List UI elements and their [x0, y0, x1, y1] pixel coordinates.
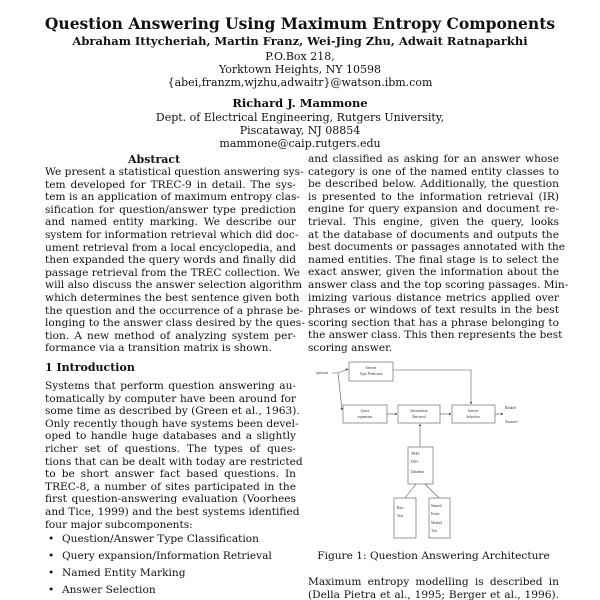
- label: Ranked: [505, 406, 516, 410]
- text-line: formance via a transition matrix is shown.: [45, 342, 272, 355]
- text-line: then expanded the query words and finally did: [45, 254, 296, 267]
- post-figure-body: [308, 576, 559, 600]
- bullet-item: • Query expansion/Information Retrieval: [62, 550, 272, 562]
- text-line: tomatically by computer have been around for: [45, 392, 296, 405]
- label: Named: [431, 504, 442, 508]
- text-line: phrases or windows of text results in the best: [308, 304, 559, 317]
- text-line: four major subcomponents:: [45, 518, 193, 531]
- text-line: which determines the best sentence given both: [45, 291, 300, 304]
- label: Selection: [466, 415, 480, 419]
- label: Marked: [431, 521, 443, 525]
- text-line: and named entity marking. We describe our: [45, 216, 296, 229]
- label: Query: [360, 409, 370, 413]
- intro-heading: 1 Introduction: [45, 361, 135, 374]
- label: Retrieval: [412, 415, 426, 419]
- text-line: category is one of the named entity classes to: [308, 165, 559, 178]
- affiliation-email: mammone@caip.rutgers.edu: [219, 137, 381, 150]
- label: Answer: [365, 366, 377, 370]
- text-line: Only recently though have systems been devel-: [45, 417, 299, 430]
- text-line: the question and the occurrence of a phrase be-: [45, 304, 304, 317]
- text-line: is presented to the information retrieval (IR): [308, 190, 559, 203]
- text-line: (Della Pietra et al., 1995; Berger et al., 1996).: [308, 588, 559, 600]
- text-line: first question-answering evaluation (Voorhees: [45, 493, 296, 506]
- text-line: and Tice, 1999) and the best systems identified: [45, 505, 300, 518]
- author2: Richard J. Mammone: [232, 96, 368, 110]
- text-line: to be short answer fact based questions. In: [45, 468, 296, 481]
- label: Information: [410, 409, 428, 413]
- text-line: Systems that perform question answering au-: [45, 380, 296, 392]
- label: Answers: [505, 420, 518, 424]
- query-expansion-box: [343, 405, 387, 423]
- text-line: richer set of questions. The types of ques-: [45, 442, 296, 455]
- affiliation-email: {abei,franzm,wjzhu,adwaitr}@watson.ibm.com: [167, 76, 433, 89]
- text-line: will also discuss the answer selection algorithm: [45, 279, 303, 292]
- text-line: exact answer, given the information about the: [308, 266, 559, 279]
- text-line: the answer class. This then represents the best: [308, 329, 563, 342]
- text-line: be described below. Additionally, the question: [308, 178, 559, 191]
- arrow: [338, 373, 342, 410]
- text-line: tion. A new method of analyzing system per-: [45, 329, 296, 342]
- text-line: system for information retrieval which did doc-: [45, 228, 299, 241]
- text-line: Maximum entropy modelling is described in: [308, 576, 559, 588]
- authors: Abraham Ittycheriah, Martin Franz, Wei-Jing Zhu, Adwait Ratnaparkhi: [72, 34, 528, 48]
- ir-box: [398, 405, 440, 423]
- text-line: sification for question/answer type prediction: [45, 203, 296, 216]
- text-line: at the database of documents and outputs the: [308, 228, 559, 241]
- text-line: ument retrieval from a local encyclopedia, and: [45, 241, 297, 254]
- affiliation-line: Piscataway, NJ 08854: [239, 124, 361, 137]
- bullet-item: • Question/Answer Type Classification: [62, 533, 259, 545]
- text-line: and classified as asking for an answer whose: [308, 153, 559, 165]
- label: Answer: [467, 409, 479, 413]
- answer-selection-box: [452, 405, 495, 423]
- text-line: scoring section that has a phrase belonging to: [308, 316, 559, 329]
- text-line: tem is an application of maximum entropy clas-: [45, 191, 301, 204]
- label: TREC: [411, 452, 421, 456]
- label-question: question: [316, 371, 329, 375]
- label: Type Prediction: [359, 372, 383, 376]
- arrow: [332, 369, 348, 373]
- affiliation-line: Dept. of Electrical Engineering, Rutgers University,: [155, 111, 445, 124]
- raw-text-box: [394, 498, 416, 538]
- text-line: best documents or passages annotated with the: [308, 241, 566, 254]
- text-line: TREC-8, a number of sites participated in the: [45, 480, 296, 493]
- text-line: some time as described by (Green et al., 1963).: [45, 405, 300, 418]
- label: DOC: [411, 460, 419, 464]
- abstract-heading: Abstract: [128, 153, 181, 166]
- connector: [405, 484, 439, 498]
- label: expansion: [357, 415, 373, 419]
- affiliation-line: Yorktown Heights, NY 10598: [218, 63, 382, 76]
- arrow: [393, 370, 471, 404]
- paper-title: Question Answering Using Maximum Entropy Components: [44, 14, 556, 33]
- text-line: trieval. This engine, given the query, looks: [308, 215, 559, 228]
- text-line: engine for query expansion and document re-: [308, 203, 559, 216]
- text-line: We present a statistical question answering sys-: [45, 166, 304, 178]
- affiliation-line: P.O.Box 218,: [265, 50, 335, 63]
- text-line: answer class and the top scoring passages. Min-: [308, 278, 569, 291]
- figure-caption: Figure 1: Question Answering Architecture: [317, 550, 550, 562]
- text-line: tem developed for TREC-9 in detail. The sys-: [45, 178, 296, 191]
- label: Database: [411, 470, 425, 474]
- text-line: passage retrieval from the TREC collection. We: [45, 266, 300, 279]
- text-line: named entities. The final stage is to select the: [308, 253, 559, 266]
- label: Text: [431, 529, 438, 533]
- label: Raw: [397, 506, 404, 510]
- bullet-item: • Answer Selection: [62, 584, 156, 596]
- label: Entity: [431, 512, 440, 516]
- text-line: scoring answer.: [308, 341, 393, 354]
- text-line: imizing various distance metrics applied over: [308, 291, 559, 304]
- text-line: tions that can be dealt with today are restricted: [45, 455, 303, 468]
- label: Text: [397, 514, 404, 518]
- bullet-item: • Named Entity Marking: [62, 567, 186, 579]
- text-line: oped to handle huge databases and a slightly: [45, 430, 296, 443]
- text-line: longing to the answer class desired by the ques-: [45, 317, 305, 330]
